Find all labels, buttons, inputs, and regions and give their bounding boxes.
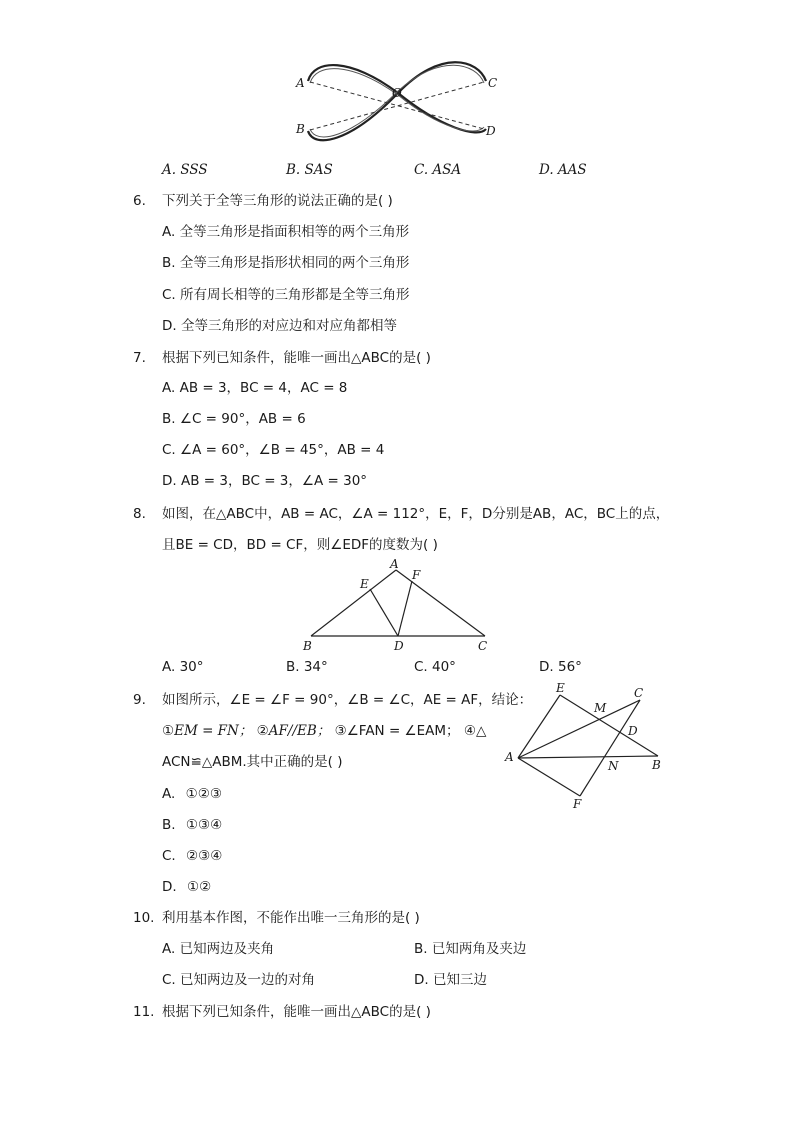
- q9-option-d-mark-2: ②: [199, 879, 212, 895]
- q7-option-b[interactable]: B. ∠C = 90°，AB = 6: [162, 411, 306, 427]
- q9-option-c-mark-1: ②: [186, 848, 199, 864]
- q6-option-b[interactable]: B. 全等三角形是指形状相同的两个三角形: [162, 255, 410, 271]
- label-a: A: [296, 76, 305, 90]
- label-a: A: [390, 557, 399, 571]
- q5-option-b[interactable]: B. SAS: [286, 162, 333, 178]
- q6-option-a[interactable]: A. 全等三角形是指面积相等的两个三角形: [162, 224, 410, 240]
- q11-number: 11.: [133, 1004, 155, 1020]
- q6-number: 6.: [133, 193, 146, 209]
- q8-number: 8.: [133, 506, 146, 522]
- q8-stem-line1: 如图，在△ABC中，AB = AC，∠A = 112°，E，F，D分别是AB，AC，BC上的点，: [162, 506, 670, 522]
- q8-option-b[interactable]: B. 34°: [286, 659, 328, 675]
- q6-option-c[interactable]: C. 所有周长相等的三角形都是全等三角形: [162, 287, 410, 303]
- q9-c3-text: ∠FAN = ∠EAM；: [346, 723, 460, 739]
- triangle-abc-diagram: [295, 555, 500, 655]
- q7-stem: 根据下列已知条件，能唯一画出△ABC的是( ): [162, 350, 431, 366]
- label-d: D: [628, 724, 638, 738]
- q9-option-c[interactable]: [162, 847, 222, 865]
- label-b: B: [652, 758, 661, 772]
- q9-option-d[interactable]: [162, 878, 211, 896]
- q6-option-d[interactable]: D. 全等三角形的对应边和对应角都相等: [162, 318, 397, 334]
- q6-stem: 下列关于全等三角形的说法正确的是( ): [162, 193, 393, 209]
- q9-option-d-mark-1: ①: [186, 879, 200, 895]
- q9-geometry-diagram: [500, 678, 675, 813]
- q9-c1-text: EM = FN；: [174, 723, 253, 739]
- q8-option-a[interactable]: A. 30°: [162, 659, 204, 675]
- q9-c2-text: AF//EB；: [268, 723, 331, 739]
- label-c: C: [488, 76, 498, 90]
- q9-option-b-letter: B.: [162, 817, 176, 833]
- figure-eight-diagram: [290, 55, 510, 150]
- q9-option-b-mark-1: ①: [185, 817, 198, 833]
- q8-option-c[interactable]: C. 40°: [414, 659, 456, 675]
- q9-option-a-mark-1: ①: [185, 786, 198, 802]
- q9-number: 9.: [133, 692, 146, 708]
- label-c: C: [634, 686, 644, 700]
- q10-stem: 利用基本作图，不能作出唯一三角形的是( ): [162, 910, 420, 926]
- label-o: O: [392, 86, 402, 100]
- q9-option-b-mark-3: ④: [210, 817, 223, 833]
- q9-option-a[interactable]: [162, 785, 222, 803]
- label-n: N: [608, 759, 619, 773]
- label-e: E: [360, 577, 369, 591]
- q9-option-a-mark-3: ③: [209, 786, 222, 802]
- q9-c4-mark: ④: [463, 723, 476, 739]
- q5-option-a[interactable]: A. SSS: [162, 162, 208, 178]
- q8-option-d[interactable]: D. 56°: [539, 659, 582, 675]
- label-d: D: [486, 124, 496, 138]
- q10-number: 10.: [133, 910, 155, 926]
- q9-option-b-mark-2: ③: [197, 817, 211, 833]
- q9-c1-mark: ①: [162, 723, 175, 739]
- q9-option-a-mark-2: ②: [197, 786, 210, 802]
- q10-option-a[interactable]: A. 已知两边及夹角: [162, 941, 275, 957]
- q5-option-d[interactable]: D. AAS: [539, 162, 587, 178]
- q9-c4-text: △: [475, 723, 487, 739]
- label-f: F: [412, 568, 421, 582]
- q9-option-d-letter: D.: [162, 879, 177, 895]
- q9-c2-mark: ②: [256, 723, 269, 739]
- q9-c3-mark: ③: [334, 723, 347, 739]
- q9-stem-line3: ACN≌△ABM.其中正确的是( ): [162, 754, 343, 770]
- label-m: M: [594, 701, 607, 715]
- label-e: E: [556, 681, 565, 695]
- q10-option-c[interactable]: C. 已知两边及一边的对角: [162, 972, 316, 988]
- label-b: B: [303, 639, 312, 653]
- q9-option-a-letter: A.: [162, 786, 176, 802]
- q9-option-c-mark-3: ④: [210, 848, 223, 864]
- label-b: B: [296, 122, 305, 136]
- q9-stem-line2: [162, 722, 486, 740]
- q10-option-d[interactable]: D. 已知三边: [414, 972, 487, 988]
- q7-option-a[interactable]: A. AB = 3，BC = 4，AC = 8: [162, 380, 348, 396]
- label-c: C: [478, 639, 488, 653]
- q5-option-c[interactable]: C. ASA: [414, 162, 462, 178]
- q11-stem: 根据下列已知条件，能唯一画出△ABC的是( ): [162, 1004, 431, 1020]
- label-d: D: [394, 639, 404, 653]
- q9-option-b[interactable]: [162, 816, 222, 834]
- q10-option-b[interactable]: B. 已知两角及夹边: [414, 941, 527, 957]
- q7-option-c[interactable]: C. ∠A = 60°，∠B = 45°，AB = 4: [162, 442, 385, 458]
- label-f: F: [573, 797, 582, 811]
- q9-option-c-letter: C.: [162, 848, 176, 864]
- q9-option-c-mark-2: ③: [198, 848, 211, 864]
- q8-stem-line2: 且BE = CD，BD = CF，则∠EDF的度数为( ): [162, 537, 438, 553]
- q7-option-d[interactable]: D. AB = 3，BC = 3，∠A = 30°: [162, 473, 368, 489]
- label-a: A: [505, 750, 514, 764]
- q7-number: 7.: [133, 350, 146, 366]
- q9-stem-line1: 如图所示，∠E = ∠F = 90°，∠B = ∠C，AE = AF，结论：: [162, 692, 533, 708]
